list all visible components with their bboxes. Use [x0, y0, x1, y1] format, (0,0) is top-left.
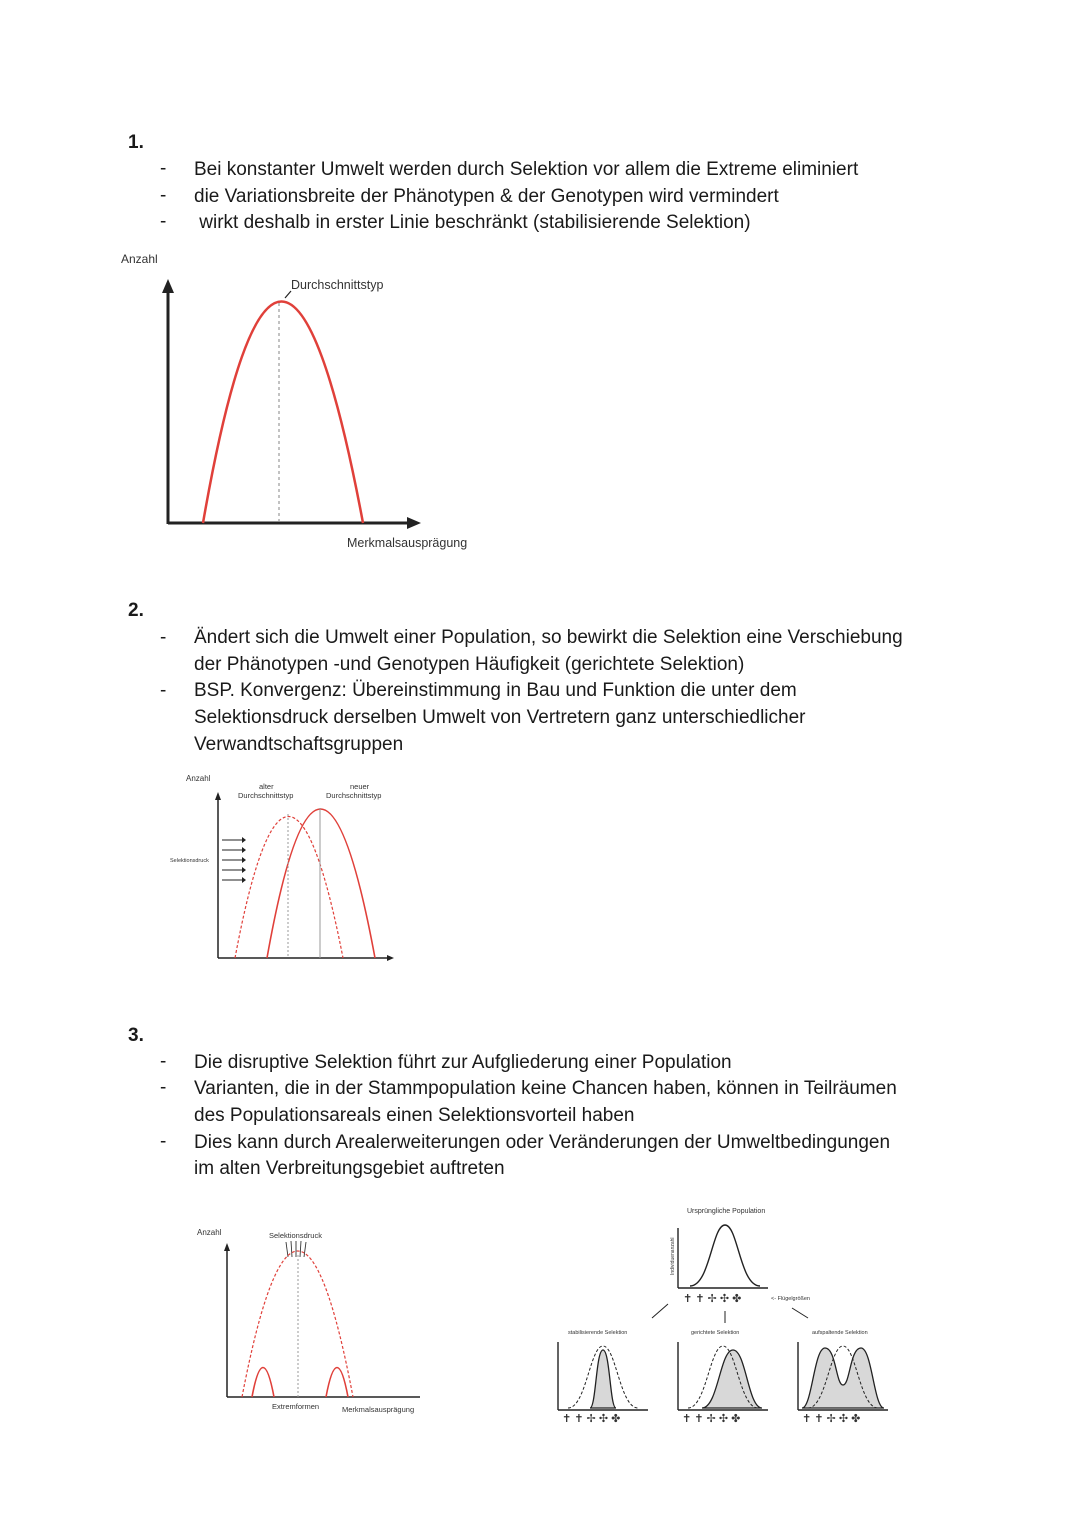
section2-bullet-2-line-2: Selektionsdruck derselben Umwelt von Vertretern ganz unterschiedlicher	[194, 707, 806, 728]
extreme-label: Extremformen	[272, 1402, 320, 1411]
top-label: Ursprüngliche Population	[687, 1208, 766, 1215]
extreme-curve-left	[252, 1368, 274, 1398]
new-type-label-1: neuer	[350, 782, 370, 791]
bullet-dash: -	[160, 1051, 167, 1072]
peak-pointer	[285, 291, 291, 298]
stabilizing-selection-figure	[115, 245, 485, 565]
original-population-curve	[690, 1225, 760, 1286]
section1-bullet-2: die Variationsbreite der Phänotypen & der Genotypen wird vermindert	[194, 186, 779, 207]
old-type-label-1: alter	[259, 782, 274, 791]
arrow-left	[652, 1304, 668, 1318]
section3-bullet-2-line-2: des Populationsareals einen Selektionsvorteil haben	[194, 1105, 635, 1126]
y-axis-label: Anzahl	[186, 774, 211, 783]
y-axis-arrow	[215, 792, 221, 800]
old-type-label-2: Durchschnittstyp	[238, 791, 294, 800]
section1-bullet-1: Bei konstanter Umwelt werden durch Selektion vor allem die Extreme eliminiert	[194, 159, 859, 180]
panel-stabilizing	[558, 1342, 648, 1425]
bullet-dash: -	[160, 627, 167, 648]
panel-label-directional: gerichtete Selektion	[691, 1330, 740, 1336]
selection-types-figure	[550, 1200, 900, 1430]
x-axis-label: Merkmalsausprägung	[347, 536, 468, 550]
section1-bullet-3: wirkt deshalb in erster Linie beschränkt (stabilisierende Selektion)	[194, 212, 751, 233]
old-population-curve	[235, 817, 343, 959]
section2-bullet-1-line-2: der Phänotypen -und Genotypen Häufigkeit (gerichtete Selektion)	[194, 654, 745, 675]
panel-disruptive	[798, 1342, 888, 1425]
y-axis-label: Anzahl	[197, 1228, 222, 1237]
section-number-3: 3.	[128, 1025, 144, 1046]
section3-bullet-3-line-2: im alten Verbreitungsgebiet auftreten	[194, 1158, 505, 1179]
disruptive-selection-figure	[190, 1225, 440, 1420]
bullet-dash: -	[160, 680, 167, 701]
new-population-curve	[267, 809, 375, 958]
bullet-dash: -	[160, 211, 167, 232]
section3-bullet-1-line-1: Die disruptive Selektion führt zur Aufgliederung einer Population	[194, 1052, 732, 1073]
new-type-label-2: Durchschnittstyp	[326, 791, 382, 800]
bullet-dash: -	[160, 1077, 167, 1098]
extreme-curve-right	[326, 1368, 348, 1398]
pressure-label: Selektionsdruck	[170, 858, 209, 864]
peak-label: Durchschnittstyp	[291, 278, 384, 292]
svg-text:✝ ✝ ✢ ✣ ✤: ✝ ✝ ✢ ✣ ✤	[802, 1413, 861, 1425]
x-axis-label: Merkmalsausprägung	[342, 1405, 415, 1414]
panel-label-disruptive: aufspaltende Selektion	[812, 1330, 868, 1336]
arrow-right	[792, 1308, 808, 1318]
section2-bullet-2-line-3: Verwandtschaftsgruppen	[194, 734, 404, 755]
y-axis-arrow	[162, 279, 174, 293]
panel-directional	[678, 1342, 768, 1425]
population-curve	[203, 302, 363, 524]
wing-size-label: <- Flügelgrößen	[771, 1296, 810, 1302]
y-axis-label: Individuenanzahl	[670, 1237, 676, 1275]
svg-text:✝ ✝ ✢ ✣ ✤: ✝ ✝ ✢ ✣ ✤	[562, 1413, 621, 1425]
pressure-arrows	[222, 840, 243, 880]
section2-bullet-2-line-1: BSP. Konvergenz: Übereinstimmung in Bau und Funktion die unter dem	[194, 680, 797, 701]
bullet-dash: -	[160, 1131, 167, 1152]
x-axis-arrow	[407, 517, 421, 529]
panel-label-stabilizing: stabilisierende Selektion	[568, 1330, 628, 1336]
pressure-label: Selektionsdruck	[269, 1231, 322, 1240]
section-number-1: 1.	[128, 132, 144, 153]
y-axis-label: Anzahl	[121, 252, 158, 266]
pressure-arrowheads	[242, 837, 246, 883]
section3-bullet-2-line-1: Varianten, die in der Stammpopulation keine Chancen haben, können in Teilräumen	[194, 1078, 897, 1099]
y-axis-arrow	[224, 1243, 230, 1251]
section-number-2: 2.	[128, 600, 144, 621]
svg-text:✝ ✝ ✢ ✣ ✤: ✝ ✝ ✢ ✣ ✤	[682, 1413, 741, 1425]
section3-bullet-3-line-1: Dies kann durch Arealerweiterungen oder Veränderungen der Umweltbedingungen	[194, 1132, 891, 1153]
wing-icons: ✝ ✝ ✢ ✣ ✤	[683, 1293, 742, 1305]
bullet-dash: -	[160, 158, 167, 179]
section2-bullet-1-line-1: Ändert sich die Umwelt einer Population, so bewirkt die Selektion eine Verschiebung	[194, 627, 903, 648]
bullet-dash: -	[160, 185, 167, 206]
directional-selection-figure	[165, 770, 415, 975]
x-axis-arrow	[387, 955, 394, 961]
